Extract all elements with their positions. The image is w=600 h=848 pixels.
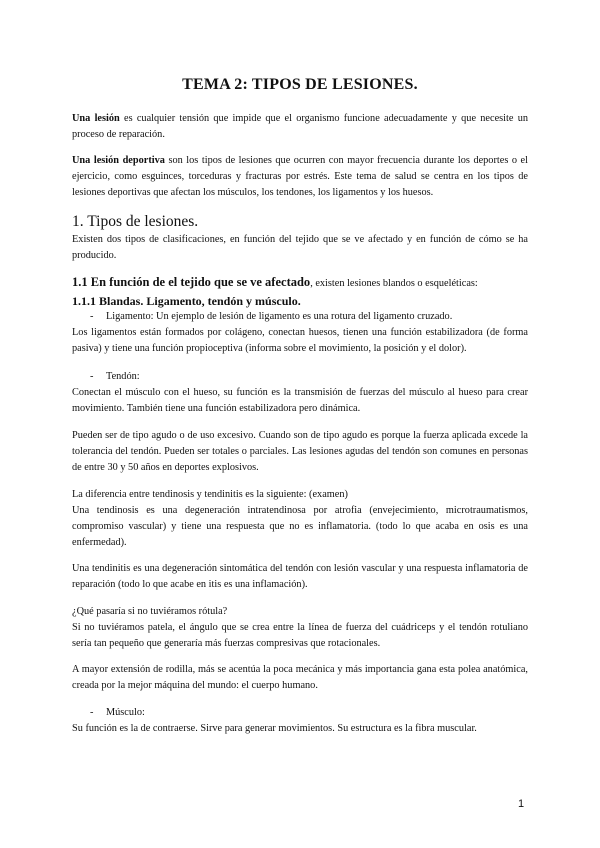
tendon-tipos-paragraph: Pueden ser de tipo agudo o de uso excesivo. Cuando son de tipo agudo es porque la fuerza aplicada excede la tolerancia del tendón. Pueden ser totales o parciales. Las lesiones agudas del tendón son comunes en personas de entre 30 y 50 años en deportes explosivos. <box>72 430 528 473</box>
term-lesion: Una lesión <box>72 113 120 124</box>
list-dash: - <box>90 371 94 382</box>
tendinitis-paragraph: Una tendinitis es una degeneración sintomática del tendón con lesión vascular y una respuesta inflamatoria de reparación (todo lo que acabe en itis es una inflamación). <box>72 563 528 590</box>
rotula-paragraph: Si no tuviéramos patela, el ángulo que se crea entre la línea de fuerza del cuádriceps y el tendón rotuliano sería tan pequeño que generaría más fuerzas compresivas que rotacionales. <box>72 622 528 649</box>
ligamentos-paragraph: Los ligamentos están formados por colágeno, conectan huesos, tienen una función estabilizadora (de forma pasiva) y tiene una función propioceptiva (informa sobre el movimiento, la posición y el dolor). <box>72 327 528 354</box>
definition-lesion-deportiva-text: son los tipos de lesiones que ocurren con mayor frecuencia durante los deportes o el ejercicio, como esguinces, torceduras y fracturas por estrés. Este tema de salud se centra en los tipos de lesiones deportivas que afectan los músculos, los tendones, los ligamentos y los huesos. <box>72 155 528 198</box>
definition-lesion <box>72 111 528 143</box>
list-item-ligamento <box>90 309 452 325</box>
list-item-musculo-text: Músculo: <box>106 707 145 718</box>
section-1-1-title: 1.1 En función de el tejido que se ve afectado <box>72 275 311 289</box>
page-number: 1 <box>518 798 525 810</box>
term-lesion-deportiva: Una lesión deportiva <box>72 155 165 166</box>
definition-lesion-text: es cualquier tensión que impide que el organismo funcione adecuadamente y que necesite un proceso de reparación. <box>72 113 528 140</box>
page-title: TEMA 2: TIPOS DE LESIONES. <box>182 76 418 93</box>
tendinosis-paragraph: Una tendinosis es una degeneración intratendinosa por atrofia (envejecimiento, microtraumatismos, compromiso vascular) y tiene una respuesta que no es inflamatoria. (todo lo que acaba en osis es una enfermedad). <box>72 505 528 548</box>
rodilla-paragraph: A mayor extensión de rodilla, más se acentúa la poca mecánica y más importancia gana esta polea anatómica, creada por la mejor máquina del mundo: el cuerpo humano. <box>72 664 528 691</box>
section-1-1-heading <box>72 275 478 290</box>
list-item-musculo <box>90 705 145 721</box>
section-1-heading: 1. Tipos de lesiones. <box>72 213 199 230</box>
diferencia-heading: La diferencia entre tendinosis y tendinitis es la siguiente: (examen) <box>72 489 348 500</box>
tendon-paragraph: Conectan el músculo con el hueso, su función es la transmisión de fuerzas del músculo al hueso para crear movimiento. También tiene una función estabilizadora pero dinámica. <box>72 387 528 414</box>
musculo-paragraph: Su función es la de contraerse. Sirve para generar movimientos. Su estructura es la fibra muscular. <box>72 723 477 734</box>
rotula-question: ¿Qué pasaría si no tuviéramos rótula? <box>72 606 228 617</box>
definition-lesion-deportiva <box>72 153 528 201</box>
section-1-1-rest: , existen lesiones blandos o esqueléticas: <box>310 278 478 289</box>
list-dash: - <box>90 311 94 322</box>
list-dash: - <box>90 707 94 718</box>
list-item-tendon <box>90 369 140 385</box>
list-item-tendon-text: Tendón: <box>106 371 140 382</box>
section-1-1-1-heading: 1.1.1 Blandas. Ligamento, tendón y músculo. <box>72 294 301 308</box>
section-1-text: Existen dos tipos de clasificaciones, en función del tejido que se ve afectado y en función de cómo se ha producido. <box>72 234 528 261</box>
list-item-ligamento-text: Ligamento: Un ejemplo de lesión de ligamento es una rotura del ligamento cruzado. <box>106 311 453 322</box>
